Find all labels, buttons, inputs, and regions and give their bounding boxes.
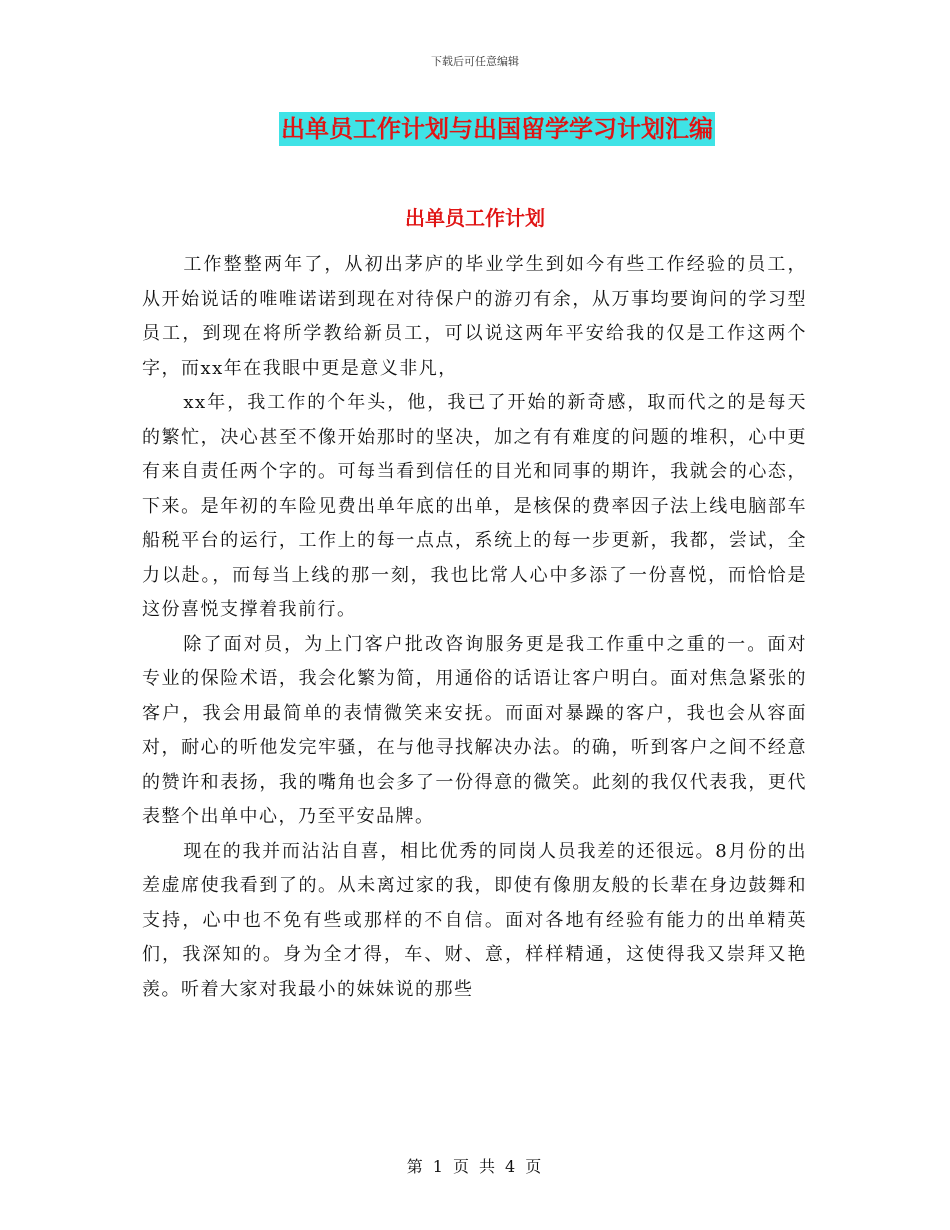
page-label-suffix: 页	[525, 1157, 544, 1176]
paragraph: xx年，我工作的个年头，他，我已了开始的新奇感，取而代之的是每天的繁忙，决心甚至不像开始那时的坚决，加之有有难度的问题的堆积，心中更有来自责任两个字的。可每当看到信任的目光和同事的期许，我就会的心态，下来。是年初的车险见费出单年底的出单，是核保的费率因子法上线电脑部车船税平台的运行，工作上的每一点点，系统上的每一步更新，我都，尝试，全力以赴。，而每当上线的那一刻，我也比常人心中多添了一份喜悦，而恰恰是这份喜悦支撑着我前行。	[142, 392, 807, 620]
paragraph: 除了面对员，为上门客户批改咨询服务更是我工作重中之重的一。面对专业的保险术语，我会化繁为简，用通俗的话语让客户明白。面对焦急紧张的客户，我会用最简单的表情微笑来安抚。而面对暴躁的客户，我也会从容面对，耐心的听他发完牢骚，在与他寻找解决办法。的确，听到客户之间不经意的赞许和表扬，我的嘴角也会多了一份得意的微笑。此刻的我仅代表我，更代表整个出单中心，乃至平安品牌。	[142, 633, 807, 827]
page-label-mid: 页	[452, 1157, 471, 1176]
document-title-text: 出单员工作计划与出国留学学习计划汇编	[279, 112, 715, 146]
page-footer	[0, 1154, 950, 1177]
document-body	[142, 248, 807, 1007]
page-total: 4	[505, 1157, 518, 1176]
paragraph: 工作整整两年了，从初出茅庐的毕业学生到如今有些工作经验的员工，从开始说话的唯唯诺诺到现在对待保户的游刃有余，从万事均要询问的学习型员工，到现在将所学教给新员工，可以说这两年平安给我的仅是工作这两个字，而xx年在我眼中更是意义非凡，	[142, 254, 807, 379]
paragraph: 现在的我并而沾沾自喜，相比优秀的同岗人员我差的还很远。8月份的出差虚席使我看到了的。从未离过家的我，即使有像朋友般的长辈在身边鼓舞和支持，心中也不免有些或那样的不自信。面对各地有经验有能力的出单精英们，我深知的。身为全才得，车、财、意，样样精通，这使得我又崇拜又艳羡。听着大家对我最小的妹妹说的那些	[142, 840, 807, 1000]
total-label: 共	[479, 1157, 498, 1176]
section-title: 出单员工作计划	[405, 206, 545, 230]
page-label-prefix: 第	[406, 1157, 425, 1176]
page-current: 1	[432, 1157, 445, 1176]
header-note: 下载后可任意编辑	[431, 55, 519, 68]
document-title	[0, 112, 950, 146]
